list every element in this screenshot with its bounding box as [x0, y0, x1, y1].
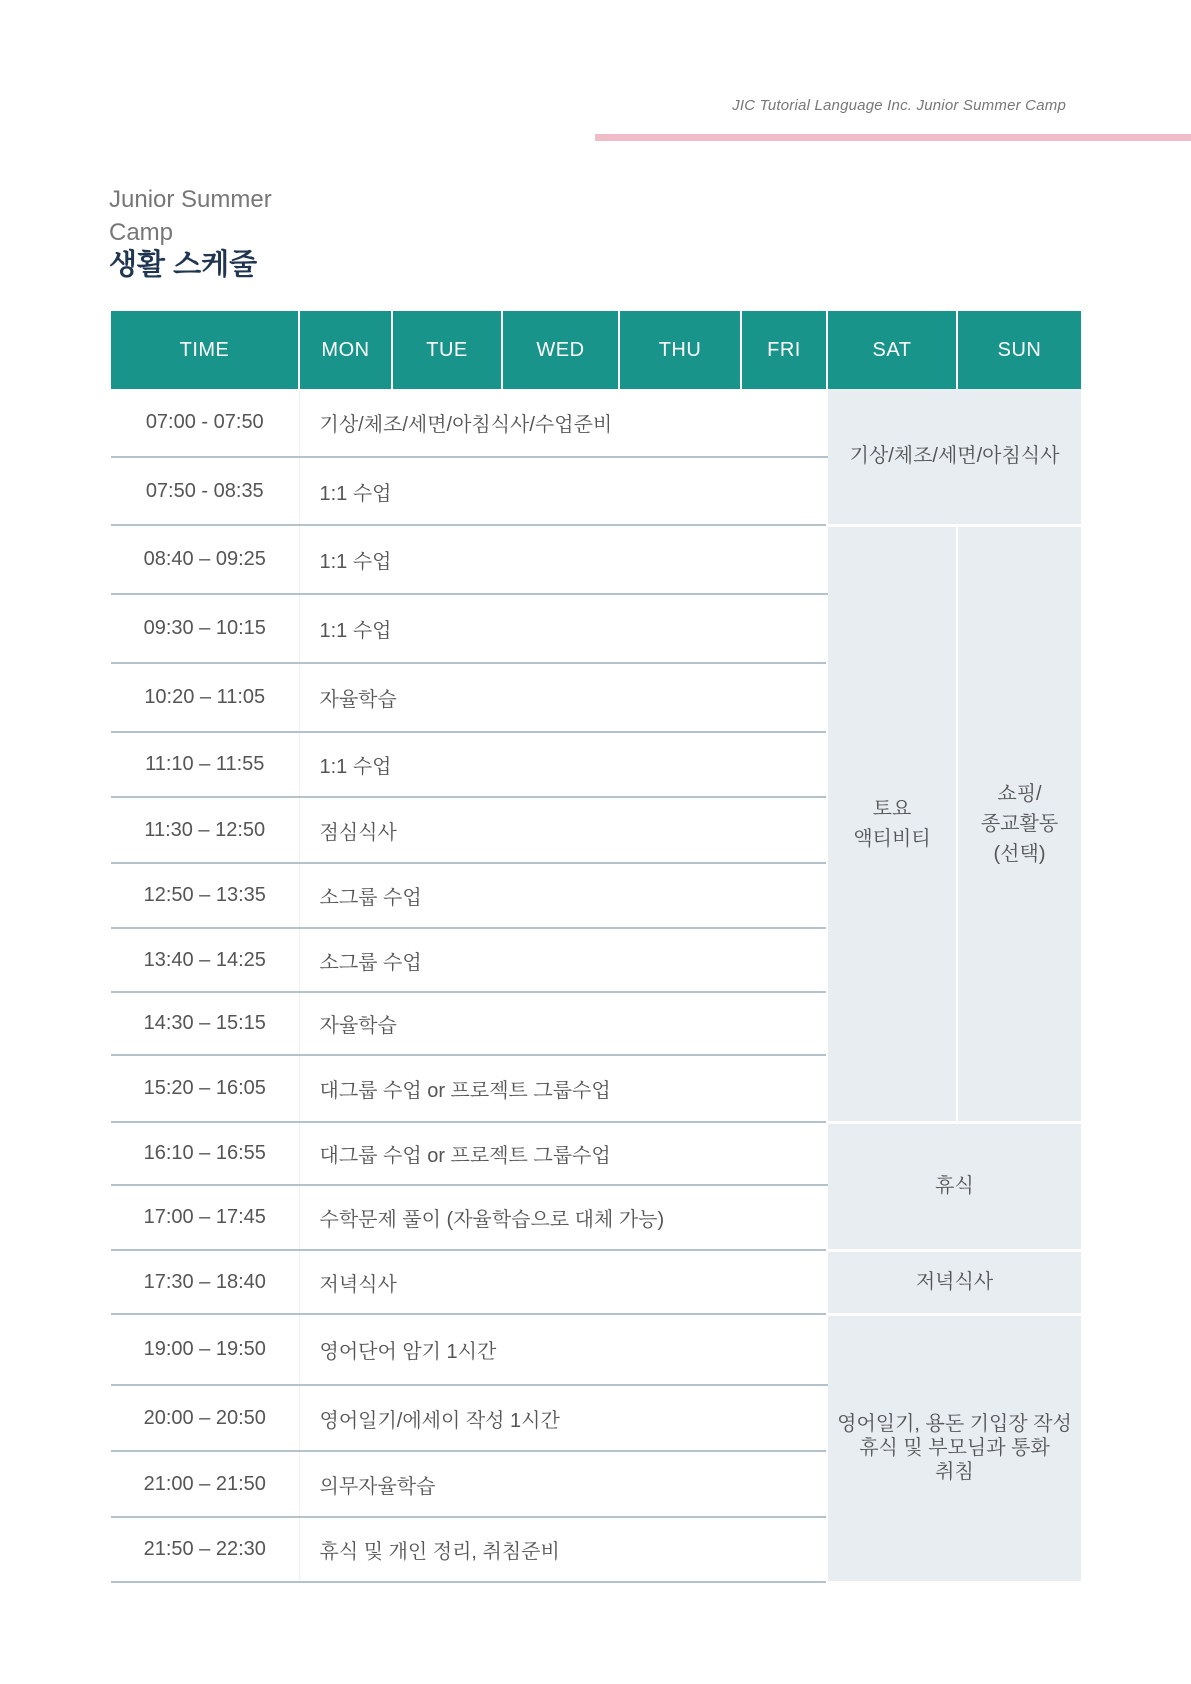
time-cell: 20:00 – 20:50 [111, 1385, 299, 1451]
saturday-activity-cell [827, 525, 957, 1122]
weekend-morning-cell: 기상/체조/세면/아침식사 [827, 389, 1081, 525]
time-cell: 19:00 – 19:50 [111, 1314, 299, 1385]
weekend-dinner-cell: 저녁식사 [827, 1250, 1081, 1314]
time-cell: 10:20 – 11:05 [111, 663, 299, 732]
time-cell: 17:00 – 17:45 [111, 1185, 299, 1250]
activity-cell: 자율학습 [299, 663, 827, 732]
title-english: Junior Summer Camp [109, 186, 272, 246]
activity-cell: 의무자율학습 [299, 1451, 827, 1517]
sunday-activity-line: 종교활동 [980, 812, 1059, 835]
activity-cell: 영어일기/에세이 작성 1시간 [299, 1385, 827, 1451]
activity-cell: 1:1 수업 [299, 457, 827, 525]
activity-cell: 1:1 수업 [299, 525, 827, 594]
sunday-activity-line: 쇼핑/ [997, 782, 1042, 805]
col-header-time: TIME [111, 311, 299, 389]
time-cell: 13:40 – 14:25 [111, 928, 299, 992]
time-cell: 16:10 – 16:55 [111, 1122, 299, 1185]
activity-cell: 대그룹 수업 or 프로젝트 그룹수업 [299, 1055, 827, 1122]
table-row [111, 1250, 1081, 1314]
title-korean: 생활 스케줄 [109, 249, 258, 281]
header-accent-bar [595, 134, 1191, 141]
activity-cell: 저녁식사 [299, 1250, 827, 1314]
title-block [109, 183, 309, 283]
col-header-sat: SAT [827, 311, 957, 389]
time-cell: 11:30 – 12:50 [111, 797, 299, 863]
table-row [111, 525, 1081, 594]
schedule-table [111, 311, 1081, 1584]
activity-cell: 점심식사 [299, 797, 827, 863]
activity-cell: 기상/체조/세면/아침식사/수업준비 [299, 389, 827, 457]
table-row [111, 1122, 1081, 1185]
sunday-activity-line: (선택) [993, 842, 1046, 865]
col-header-fri: FRI [741, 311, 827, 389]
time-cell: 21:00 – 21:50 [111, 1451, 299, 1517]
weekend-evening-line: 취침 [935, 1461, 974, 1483]
time-cell: 14:30 – 15:15 [111, 992, 299, 1055]
header-row [111, 311, 1081, 389]
saturday-activity-line: 토요 [872, 797, 912, 820]
col-header-mon: MON [299, 311, 392, 389]
activity-cell: 대그룹 수업 or 프로젝트 그룹수업 [299, 1122, 827, 1185]
time-cell: 15:20 – 16:05 [111, 1055, 299, 1122]
sunday-activity-cell [957, 525, 1081, 1122]
table-row [111, 389, 1081, 457]
time-cell: 11:10 – 11:55 [111, 732, 299, 797]
activity-cell: 휴식 및 개인 정리, 취침준비 [299, 1517, 827, 1582]
activity-cell: 소그룹 수업 [299, 928, 827, 992]
weekend-evening-line: 영어일기, 용돈 기입장 작성 [837, 1413, 1072, 1435]
saturday-activity-line: 액티비티 [853, 827, 931, 850]
header-caption: JIC Tutorial Language Inc. Junior Summer Camp [732, 97, 1066, 114]
time-cell: 12:50 – 13:35 [111, 863, 299, 928]
activity-cell: 소그룹 수업 [299, 863, 827, 928]
activity-cell: 1:1 수업 [299, 732, 827, 797]
table-row [111, 1314, 1081, 1385]
weekend-evening-cell [827, 1314, 1081, 1582]
col-header-wed: WED [502, 311, 619, 389]
col-header-sun: SUN [957, 311, 1081, 389]
activity-cell: 수학문제 풀이 (자율학습으로 대체 가능) [299, 1185, 827, 1250]
weekend-evening-line: 휴식 및 부모님과 통화 [859, 1437, 1050, 1459]
activity-cell: 영어단어 암기 1시간 [299, 1314, 827, 1385]
time-cell: 07:50 - 08:35 [111, 457, 299, 525]
activity-cell: 1:1 수업 [299, 594, 827, 663]
time-cell: 08:40 – 09:25 [111, 525, 299, 594]
col-header-tue: TUE [392, 311, 502, 389]
time-cell: 09:30 – 10:15 [111, 594, 299, 663]
col-header-thu: THU [619, 311, 741, 389]
time-cell: 17:30 – 18:40 [111, 1250, 299, 1314]
time-cell: 21:50 – 22:30 [111, 1517, 299, 1582]
activity-cell: 자율학습 [299, 992, 827, 1055]
time-cell: 07:00 - 07:50 [111, 389, 299, 457]
weekend-rest-cell: 휴식 [827, 1122, 1081, 1250]
